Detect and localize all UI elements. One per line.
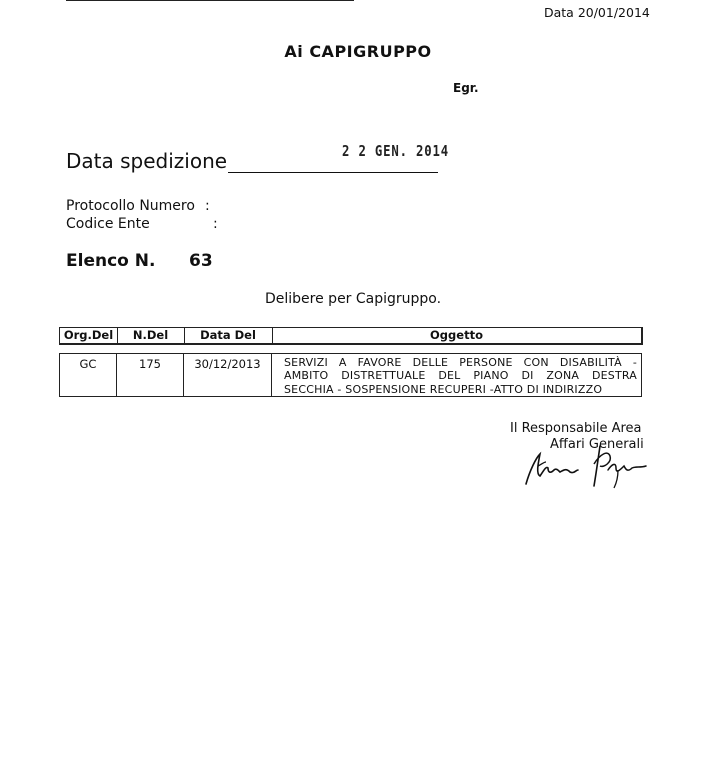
column-header-subject: Oggetto: [430, 328, 483, 342]
document-title-text: Ai CAPIGRUPPO: [284, 42, 432, 61]
shipping-date-label: Data spedizione: [66, 149, 228, 173]
document-title: [0, 42, 722, 61]
document-date: Data 20/01/2014: [544, 5, 650, 20]
cell-subject: [272, 354, 641, 396]
signatory-department: Affari Generali: [550, 437, 644, 452]
handwritten-signature: [520, 440, 660, 490]
signatory-title: Il Responsabile Area: [510, 421, 642, 436]
entity-code-colon: :: [213, 216, 218, 232]
protocol-number-label: Protocollo Numero: [66, 198, 195, 214]
shipping-date-line: [228, 172, 438, 173]
cell-date: 30/12/2013: [184, 354, 272, 396]
entity-code-label: Codice Ente: [66, 216, 150, 232]
list-number-label: Elenco N.: [66, 251, 156, 271]
subtitle: Delibere per Capigruppo.: [265, 291, 442, 307]
column-header-date: Data Del: [184, 328, 273, 343]
subject-line-1: SERVIZI A FAVORE DELLE PERSONE CON DISABILITÀ -: [284, 356, 637, 369]
table-row: [59, 353, 642, 397]
list-number-value: 63: [189, 251, 213, 271]
subject-line-2: AMBITO DISTRETTUALE DEL PIANO DI ZONA DESTRA: [284, 369, 637, 383]
cell-num: 175: [117, 354, 184, 396]
subject-line-3: SECCHIA - SOSPENSIONE RECUPERI -ATTO DI INDIRIZZO: [284, 382, 603, 396]
protocol-number-colon: :: [205, 198, 210, 214]
recipient-label: Egr.: [453, 81, 479, 95]
date-stamp: 2 2 GEN. 2014: [342, 142, 449, 160]
column-header-org: Org.Del: [60, 328, 118, 343]
cell-org: GC: [60, 354, 117, 396]
top-rule: [66, 0, 354, 1]
table-header: [59, 327, 643, 345]
column-header-num: N.Del: [117, 328, 185, 343]
